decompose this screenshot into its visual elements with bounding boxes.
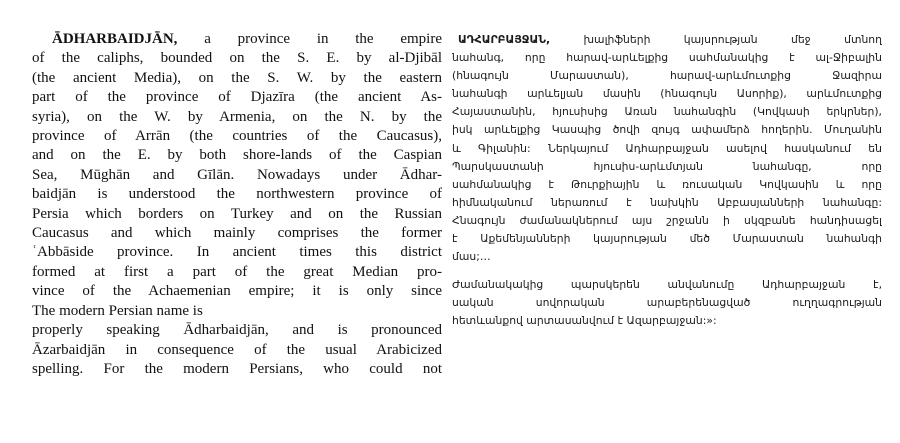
text-line — [452, 31, 882, 49]
entry-heading-armenian: ԱԴՀԱՐԲԱՅՋԱՆ, — [458, 33, 551, 46]
text-line: The modern Persian name is — [32, 302, 203, 319]
text-line: իսկ արևելքից Կասպից ծովի զույգ ափամերձ հողերին. Մուղանին — [452, 123, 882, 137]
text-line: and on the E. by both shore-lands of the Caspian — [32, 147, 442, 164]
text-line: հիմնականում ներառում է նախկին Աբբասյանների նահանգը: — [452, 195, 882, 209]
text-line: ʿAbbāside province. In ancient times this district — [32, 244, 442, 261]
text-line: հետևանքով արտասանվում է Ազարբայջան:»: — [452, 314, 717, 328]
text-line: syria), on the W. by Armenia, on the N. by the — [32, 108, 442, 125]
entry-heading: ĀDHARBAIDJĀN, — [52, 31, 178, 47]
text-line: province of Arrān (the countries of the Caucasus), — [32, 128, 442, 145]
text-line: Հայաստանին, հյուսիսից Առան նահանգին (Կովկասի երկրներ), — [452, 105, 882, 119]
text-line: Āzarbaidjān in consequence of the usual Arabicized — [32, 341, 442, 358]
text-line: սական սովորական արաբերենացված ուղղագրության — [452, 296, 882, 310]
text-line: Persia which borders on Turkey and on the Russian — [32, 205, 442, 222]
text-line: (հնագույն Մարաստան), հարավ-արևմուտքից Ջազիրա — [452, 69, 882, 83]
text-line: part of the province of Djazīra (the ancient As- — [32, 89, 442, 106]
text-line: vince of the Achaemenian empire; it is only since — [32, 283, 442, 300]
text-line: նահանգի արևելյան մասին (հնագույն Ասորիք), արևմուտքից — [452, 87, 882, 101]
text-line: մաս;… — [452, 250, 491, 264]
text-line: և Գիլանին: Ներկայում Ադհարբայջան ասելով հասկանում են — [452, 141, 882, 155]
text-line: spelling. For the modern Persians, who could not — [32, 360, 442, 377]
armenian-text-column — [452, 31, 882, 331]
text-line-content: խալիֆների կայսրության մեջ մտնող — [583, 33, 882, 46]
text-line: of the caliphs, bounded on the S. E. by al-Djibāl — [32, 50, 442, 67]
text-line: Sea, Mūghān and Gīlān. Nowadays under Ādhar- — [32, 166, 442, 183]
text-line: Պարսկաստանի հյուսիս-արևմտյան նահանգը, որը — [452, 159, 882, 173]
text-line: properly speaking Ādharbaidjān, and is pronounced — [32, 322, 442, 339]
text-line-content: a province in the empire — [204, 31, 442, 47]
text-line: նահանգ, որը հարավ-արևելքից սահմանակից է ալ-Ջիբալին — [452, 51, 882, 65]
text-line: Հնագույն ժամանակներում այս շրջանն ի սկզբանե հանդիսացել — [452, 213, 882, 227]
text-line: սահմանակից է Թուրքիային և ռուսական Կովկասին և որը — [452, 177, 882, 191]
text-line — [32, 30, 442, 49]
text-line: Ժամանակակից պարսկերեն անվանումը Ադհարբայջան է, — [452, 278, 882, 292]
text-line: (the ancient Media), on the S. W. by the eastern — [32, 69, 442, 86]
text-line: է Աքեմենյանների կայսրության մեծ Մարաստան նահանգի — [452, 232, 882, 246]
paragraph-gap — [452, 266, 882, 276]
text-line: baidjān is understood the northwestern province of — [32, 186, 442, 203]
text-line: Caucasus and which mainly comprises the former — [32, 225, 442, 242]
english-text-column — [32, 30, 442, 379]
text-line: formed at first a part of the great Median pro- — [32, 263, 442, 280]
